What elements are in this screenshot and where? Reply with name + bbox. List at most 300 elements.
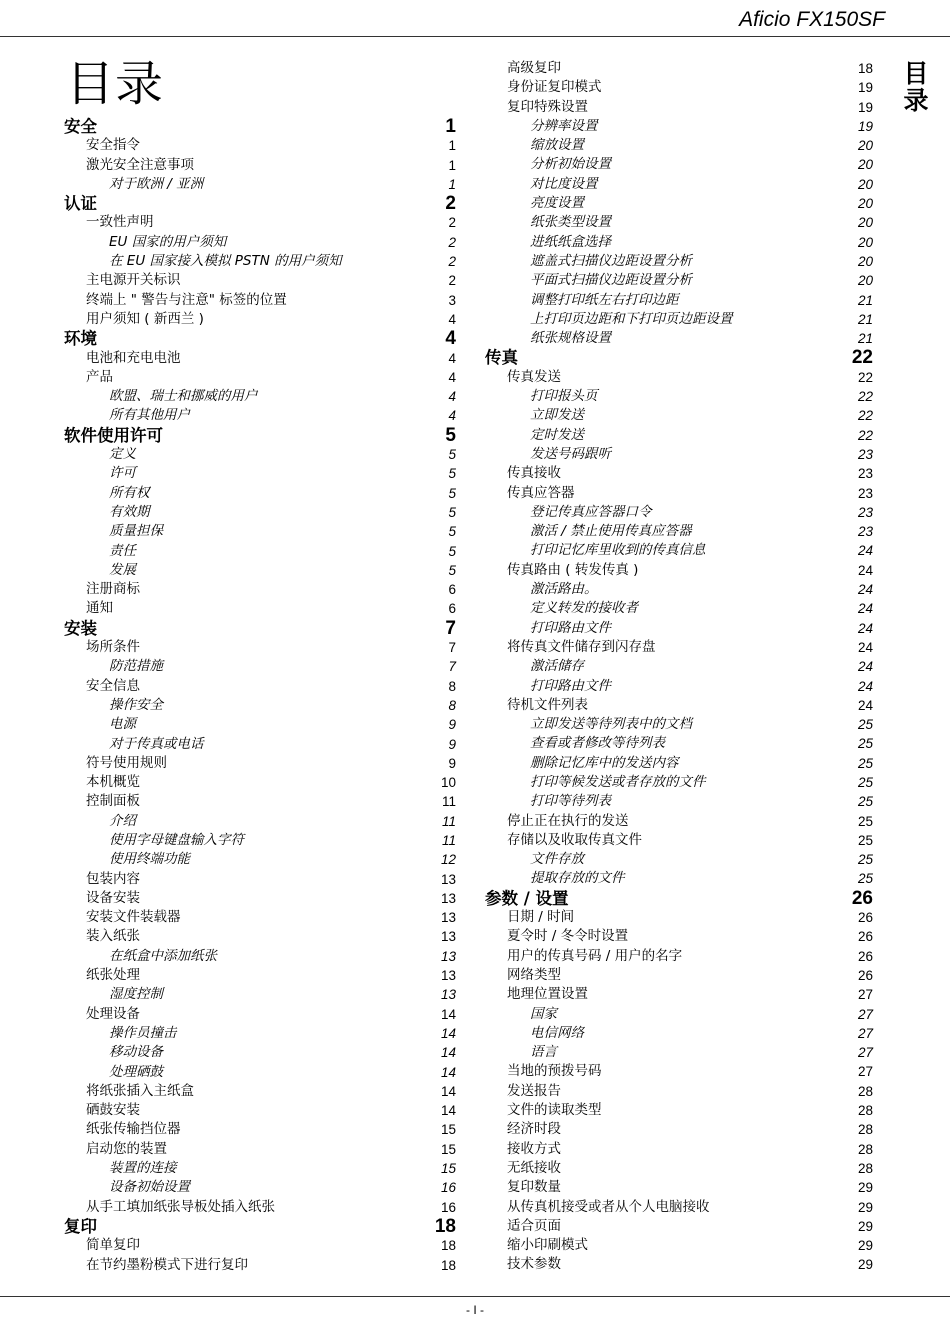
toc-entry-page: 26 [857,929,873,945]
footer-divider [0,1296,950,1297]
toc-entry[interactable] [64,484,456,503]
toc-entry[interactable] [485,426,877,445]
toc-entry-title: 定义转发的接收者 [530,600,638,617]
toc-entry-page: 15 [440,1161,456,1177]
toc-entry[interactable] [485,310,877,329]
toc-entry[interactable] [64,445,456,464]
toc-entry[interactable] [485,599,877,618]
toc-entry-title: 责任 [109,542,136,559]
toc-entry[interactable] [485,329,877,348]
toc-entry[interactable] [485,1198,877,1217]
toc-entry-title: 语言 [530,1044,557,1061]
toc-entry[interactable] [64,1082,456,1101]
toc-entry-title: 无纸接收 [507,1159,561,1176]
toc-entry-title: EU 国家的用户须知 [109,233,227,250]
toc-entry-page: 26 [857,948,873,964]
toc-entry-title: 纸张规格设置 [530,330,611,347]
toc-entry-page: 24 [857,582,873,598]
toc-entry[interactable] [64,156,456,175]
toc-entry-page: 14 [440,1025,456,1041]
toc-entry[interactable] [485,638,877,657]
toc-entry-title: 一致性声明 [86,214,154,231]
toc-entry-title: 本机概览 [86,774,140,791]
toc-entry-title: 控制面板 [86,793,140,810]
toc-entry-title: 将纸张插入主纸盒 [86,1082,194,1099]
toc-entry-title: 产品 [86,368,113,385]
toc-entry[interactable] [64,503,456,522]
toc-entry-page: 27 [857,1006,873,1022]
toc-entry-title: 分析初始设置 [530,156,611,173]
toc-entry-title: 待机文件列表 [507,696,588,713]
toc-entry[interactable] [485,1255,877,1274]
toc-entry-page: 23 [857,485,873,501]
toc-entry[interactable] [64,310,456,329]
toc-entry-page: 15 [440,1122,456,1138]
toc-entry[interactable] [64,406,456,425]
toc-entry[interactable] [485,812,877,831]
toc-entry-title: 遮盖式扫描仪边距设置分析 [530,252,692,269]
toc-entry-page: 4 [448,408,456,424]
toc-entry-title: 主电源开关标识 [86,272,181,289]
toc-entry-page: 20 [857,234,873,250]
toc-entry-title: 激活 / 禁止使用传真应答器 [530,523,692,540]
toc-entry-page: 20 [857,138,873,154]
toc-entry-page: 3 [448,292,456,308]
toc-entry-page: 26 [857,910,873,926]
toc-entry-page: 23 [857,446,873,462]
toc-entry-page: 5 [448,485,456,501]
side-section-tab: 目录 [900,60,929,114]
toc-entry[interactable] [485,947,877,966]
toc-entry[interactable] [485,1140,877,1159]
toc-entry-page: 27 [857,987,873,1003]
toc-entry-page: 13 [440,968,456,984]
toc-entry-page: 4 [445,328,456,350]
toc-entry[interactable] [64,985,456,1004]
toc-entry-page: 8 [448,697,456,713]
toc-entry-page: 16 [440,1180,456,1196]
toc-entry[interactable] [64,735,456,754]
toc-entry-page: 28 [857,1122,873,1138]
page-title: 目录 [66,56,165,112]
toc-entry-title: 日期 / 时间 [507,909,575,926]
toc-entry[interactable] [64,291,456,310]
toc-entry[interactable] [64,677,456,696]
toc-entry-page: 5 [448,543,456,559]
toc-entry-title: 复印 [64,1216,97,1236]
toc-entry-title: 在纸盒中添加纸张 [109,947,217,964]
header-divider [0,36,950,37]
toc-entry[interactable] [485,175,877,194]
toc-entry[interactable] [64,850,456,869]
toc-entry[interactable] [485,580,877,599]
toc-entry-title: 环境 [64,329,97,349]
toc-entry-title: 移动设备 [109,1044,163,1061]
toc-entry-title: 传真 [485,348,518,368]
toc-entry-title: 经济时段 [507,1121,561,1138]
toc-entry[interactable] [64,464,456,483]
toc-entry-page: 23 [857,466,873,482]
toc-entry[interactable] [64,599,456,618]
toc-entry-page: 18 [440,1238,456,1254]
toc-entry[interactable] [485,484,877,503]
toc-entry-page: 24 [857,678,873,694]
toc-entry-title: 激活路由。 [530,581,598,598]
toc-entry[interactable] [485,194,877,213]
toc-entry[interactable] [485,503,877,522]
toc-entry-page: 13 [440,929,456,945]
toc-entry-page: 5 [448,504,456,520]
toc-entry-page: 19 [857,99,873,115]
toc-entry-title: 操作安全 [109,696,163,713]
toc-entry[interactable] [485,1120,877,1139]
toc-entry-page: 16 [440,1199,456,1215]
toc-entry[interactable] [64,1063,456,1082]
toc-entry-page: 25 [857,755,873,771]
toc-entry-page: 2 [445,193,456,215]
toc-entry-title: 文件的读取类型 [507,1102,602,1119]
toc-entry-title: 地理位置设置 [507,986,588,1003]
toc-entry-page: 29 [857,1180,873,1196]
toc-entry-title: 高级复印 [507,60,561,76]
toc-entry-title: 调整打印纸左右打印边距 [530,291,679,308]
toc-entry[interactable] [485,1101,877,1120]
toc-entry[interactable] [485,387,877,406]
toc-entry[interactable] [485,869,877,888]
toc-entry[interactable] [64,792,456,811]
toc-entry-title: 传真应答器 [507,484,575,501]
toc-entry-title: 当地的预拨号码 [507,1063,602,1080]
toc-section-entry[interactable] [64,426,456,445]
toc-entry[interactable] [485,927,877,946]
toc-entry-title: 用户须知 ( 新西兰 ) [86,310,204,327]
toc-entry[interactable] [485,657,877,676]
toc-entry-page: 27 [857,1045,873,1061]
toc-entry[interactable] [485,233,877,252]
toc-entry-page: 14 [440,1103,456,1119]
toc-entry-page: 11 [441,794,456,810]
toc-entry-page: 11 [441,813,456,829]
toc-entry-title: 存储以及收取传真文件 [507,831,642,848]
toc-entry[interactable] [485,715,877,734]
toc-entry-title: 停止正在执行的发送 [507,812,629,829]
toc-entry[interactable] [485,252,877,271]
toc-entry[interactable] [485,445,877,464]
toc-entry-title: 立即发送 [530,407,584,424]
toc-entry[interactable] [485,1024,877,1043]
toc-entry[interactable] [485,136,877,155]
toc-entry-title: 定义 [109,446,136,463]
toc-entry[interactable] [64,1005,456,1024]
toc-entry-page: 2 [448,254,456,270]
toc-entry-page: 22 [857,408,873,424]
toc-entry[interactable] [64,368,456,387]
toc-entry-title: 打印等候发送或者存放的文件 [530,773,706,790]
toc-entry-title: 技术参数 [507,1256,561,1273]
toc-entry-page: 25 [857,717,873,733]
toc-entry[interactable] [64,870,456,889]
toc-entry-title: 对于欧洲 / 亚洲 [109,175,204,192]
toc-entry[interactable] [64,831,456,850]
toc-entry-title: 介绍 [109,812,136,829]
toc-entry-title: 在节约墨粉模式下进行复印 [86,1256,248,1273]
toc-entry[interactable] [64,271,456,290]
toc-entry-page: 22 [857,369,873,385]
toc-entry-page: 4 [448,350,456,366]
toc-entry-title: 夏令时 / 冬令时设置 [507,928,629,945]
toc-entry[interactable] [64,773,456,792]
toc-entry[interactable] [485,734,877,753]
toc-entry[interactable] [64,1140,456,1159]
toc-entry[interactable] [485,291,877,310]
toc-entry-title: 简单复印 [86,1237,140,1254]
toc-entry-page: 13 [440,871,456,887]
toc-entry-title: 复印特殊设置 [507,98,588,115]
toc-entry-page: 20 [857,176,873,192]
toc-entry[interactable] [64,657,456,676]
toc-entry[interactable] [485,1005,877,1024]
toc-entry[interactable] [485,271,877,290]
toc-entry[interactable] [485,561,877,580]
toc-entry-title: 发展 [109,561,136,578]
toc-entry[interactable] [485,368,877,387]
toc-entry-page: 25 [857,794,873,810]
toc-entry-title: 所有权 [109,484,150,501]
toc-entry[interactable] [485,155,877,174]
toc-entry-title: 软件使用许可 [64,425,163,445]
toc-entry-page: 26 [851,887,873,909]
toc-entry[interactable] [485,1178,877,1197]
toc-entry[interactable] [485,696,877,715]
toc-entry[interactable] [64,715,456,734]
toc-entry-title: 注册商标 [86,581,140,598]
toc-entry-title: 使用字母键盘输入字符 [109,831,244,848]
toc-entry-title: 欧盟、瑞士和挪威的用户 [109,388,258,405]
toc-entry[interactable] [485,1082,877,1101]
toc-entry-page: 7 [448,659,456,675]
toc-entry-page: 9 [448,755,456,771]
toc-entry[interactable] [64,947,456,966]
toc-entry-title: 缩小印刷模式 [507,1237,588,1254]
toc-entry[interactable] [485,1236,877,1255]
toc-entry-title: 传真接收 [507,465,561,482]
toc-entry-page: 21 [857,331,873,347]
toc-entry-page: 18 [440,1257,456,1273]
toc-entry-title: 接收方式 [507,1140,561,1157]
toc-entry-title: 硒鼓安装 [86,1102,140,1119]
toc-entry[interactable] [485,522,877,541]
toc-entry-page: 29 [857,1199,873,1215]
toc-entry[interactable] [64,1101,456,1120]
toc-entry-page: 1 [448,176,456,192]
toc-entry-page: 5 [448,466,456,482]
toc-entry-title: 激光安全注意事项 [86,156,194,173]
toc-entry[interactable] [64,233,456,252]
toc-entry-title: 从传真机接受或者从个人电脑接收 [507,1198,710,1215]
toc-entry[interactable] [485,406,877,425]
toc-entry-page: 2 [448,273,456,289]
toc-entry-title: 身份证复印模式 [507,79,602,96]
toc-entry-title: 打印路由文件 [530,677,611,694]
toc-entry-title: 通知 [86,600,113,617]
toc-entry[interactable] [485,464,877,483]
toc-entry-title: 参数 / 设置 [485,888,569,908]
toc-entry-page: 5 [448,524,456,540]
toc-entry[interactable] [485,78,877,97]
toc-entry-title: 许可 [109,465,136,482]
toc-section-entry[interactable] [64,194,456,213]
toc-entry-page: 25 [857,871,873,887]
toc-entry-page: 28 [857,1160,873,1176]
toc-entry-page: 13 [440,948,456,964]
toc-entry[interactable] [485,117,877,136]
toc-entry[interactable] [64,542,456,561]
toc-entry-page: 21 [857,311,873,327]
toc-entry[interactable] [485,773,877,792]
toc-entry[interactable] [64,175,456,194]
toc-entry[interactable] [485,985,877,1004]
toc-entry-title: 安全指令 [86,137,140,154]
toc-entry-page: 20 [857,196,873,212]
toc-entry-page: 18 [434,1215,456,1237]
toc-entry[interactable] [64,927,456,946]
toc-entry-page: 25 [857,813,873,829]
toc-entry-page: 11 [441,832,456,848]
toc-entry[interactable] [485,59,877,78]
toc-entry[interactable] [64,696,456,715]
toc-entry-page: 1 [448,138,456,154]
toc-entry-page: 27 [857,1064,873,1080]
toc-entry[interactable] [64,812,456,831]
toc-entry[interactable] [485,1159,877,1178]
toc-entry[interactable] [64,908,456,927]
toc-entry-page: 28 [857,1103,873,1119]
toc-entry[interactable] [485,619,877,638]
toc-entry[interactable] [485,754,877,773]
toc-entry-title: 国家 [530,1005,557,1022]
toc-entry-title: 传真发送 [507,368,561,385]
toc-entry[interactable] [485,1062,877,1081]
toc-entry-title: 登记传真应答器口令 [530,503,652,520]
toc-section-entry[interactable] [485,348,877,367]
toc-entry-title: 操作员撞击 [109,1024,177,1041]
toc-entry-title: 场所条件 [86,639,140,656]
toc-entry-title: 处理设备 [86,1005,140,1022]
toc-entry-title: 复印数量 [507,1179,561,1196]
toc-entry-page: 20 [857,215,873,231]
toc-entry-title: 电池和充电电池 [86,349,181,366]
toc-entry[interactable] [485,1217,877,1236]
toc-entry[interactable] [485,792,877,811]
toc-entry-title: 将传真文件储存到闪存盘 [507,638,656,655]
toc-entry-title: 网络类型 [507,966,561,983]
toc-entry[interactable] [64,1178,456,1197]
toc-entry[interactable] [64,1043,456,1062]
toc-entry-title: 发送号码跟听 [530,445,611,462]
toc-entry[interactable] [485,213,877,232]
toc-entry-title: 删除记忆库中的发送内容 [530,754,679,771]
toc-entry-page: 6 [448,582,456,598]
toc-entry[interactable] [64,1256,456,1275]
toc-entry[interactable] [485,966,877,985]
toc-entry-page: 4 [448,389,456,405]
toc-entry-page: 5 [448,447,456,463]
toc-entry-title: 立即发送等待列表中的文档 [530,716,692,733]
toc-entry-title: 终端上 " 警告与注意" 标签的位置 [86,291,287,308]
toc-entry-title: 有效期 [109,503,150,520]
toc-entry-page: 21 [857,292,873,308]
toc-section-entry[interactable] [485,889,877,908]
toc-entry[interactable] [64,252,456,271]
toc-entry-page: 20 [857,157,873,173]
toc-entry[interactable] [485,677,877,696]
toc-entry[interactable] [64,136,456,155]
toc-entry[interactable] [64,1236,456,1255]
toc-entry[interactable] [485,831,877,850]
toc-section-entry[interactable] [64,619,456,638]
toc-entry-page: 29 [857,1238,873,1254]
toc-entry-title: 纸张传输挡位器 [86,1121,181,1138]
toc-entry[interactable] [64,1159,456,1178]
toc-entry-title: 打印等待列表 [530,793,611,810]
toc-entry-page: 24 [857,639,873,655]
toc-entry[interactable] [64,966,456,985]
toc-entry[interactable] [64,213,456,232]
toc-entry[interactable] [64,522,456,541]
toc-entry-page: 28 [857,1083,873,1099]
toc-entry-title: 发送报告 [507,1082,561,1099]
toc-entry-page: 13 [440,910,456,926]
toc-right-column [485,59,877,1275]
toc-entry-page: 20 [857,273,873,289]
toc-entry[interactable] [64,1024,456,1043]
toc-entry[interactable] [64,561,456,580]
toc-entry-page: 24 [857,601,873,617]
toc-entry[interactable] [64,638,456,657]
toc-entry-title: 对于传真或电话 [109,735,204,752]
toc-entry-title: 上打印页边距和下打印页边距设置 [530,310,733,327]
toc-entry-title: 湿度控制 [109,986,163,1003]
toc-entry-title: 设备初始设置 [109,1179,190,1196]
toc-entry-title: 安全 [64,117,97,136]
toc-entry[interactable] [64,889,456,908]
toc-entry[interactable] [485,908,877,927]
toc-entry[interactable] [64,1120,456,1139]
toc-entry-title: 装入纸张 [86,928,140,945]
toc-entry-page: 2 [448,234,456,250]
toc-entry-page: 1 [445,116,456,137]
toc-entry-title: 装置的连接 [109,1160,177,1177]
toc-entry[interactable] [485,541,877,560]
toc-entry[interactable] [64,387,456,406]
toc-entry-page: 15 [440,1141,456,1157]
toc-entry-title: 文件存放 [530,851,584,868]
toc-section-entry[interactable] [64,1217,456,1236]
toc-entry[interactable] [64,754,456,773]
toc-entry-title: 包装内容 [86,870,140,887]
toc-entry[interactable] [64,580,456,599]
toc-entry-page: 23 [857,504,873,520]
toc-entry-page: 9 [448,717,456,733]
toc-entry[interactable] [485,850,877,869]
toc-entry[interactable] [64,1198,456,1217]
toc-entry[interactable] [64,349,456,368]
toc-entry-page: 1 [448,157,456,173]
toc-entry[interactable] [485,1043,877,1062]
toc-section-entry[interactable] [64,329,456,348]
toc-section-entry[interactable] [64,117,456,136]
toc-entry[interactable] [485,98,877,117]
